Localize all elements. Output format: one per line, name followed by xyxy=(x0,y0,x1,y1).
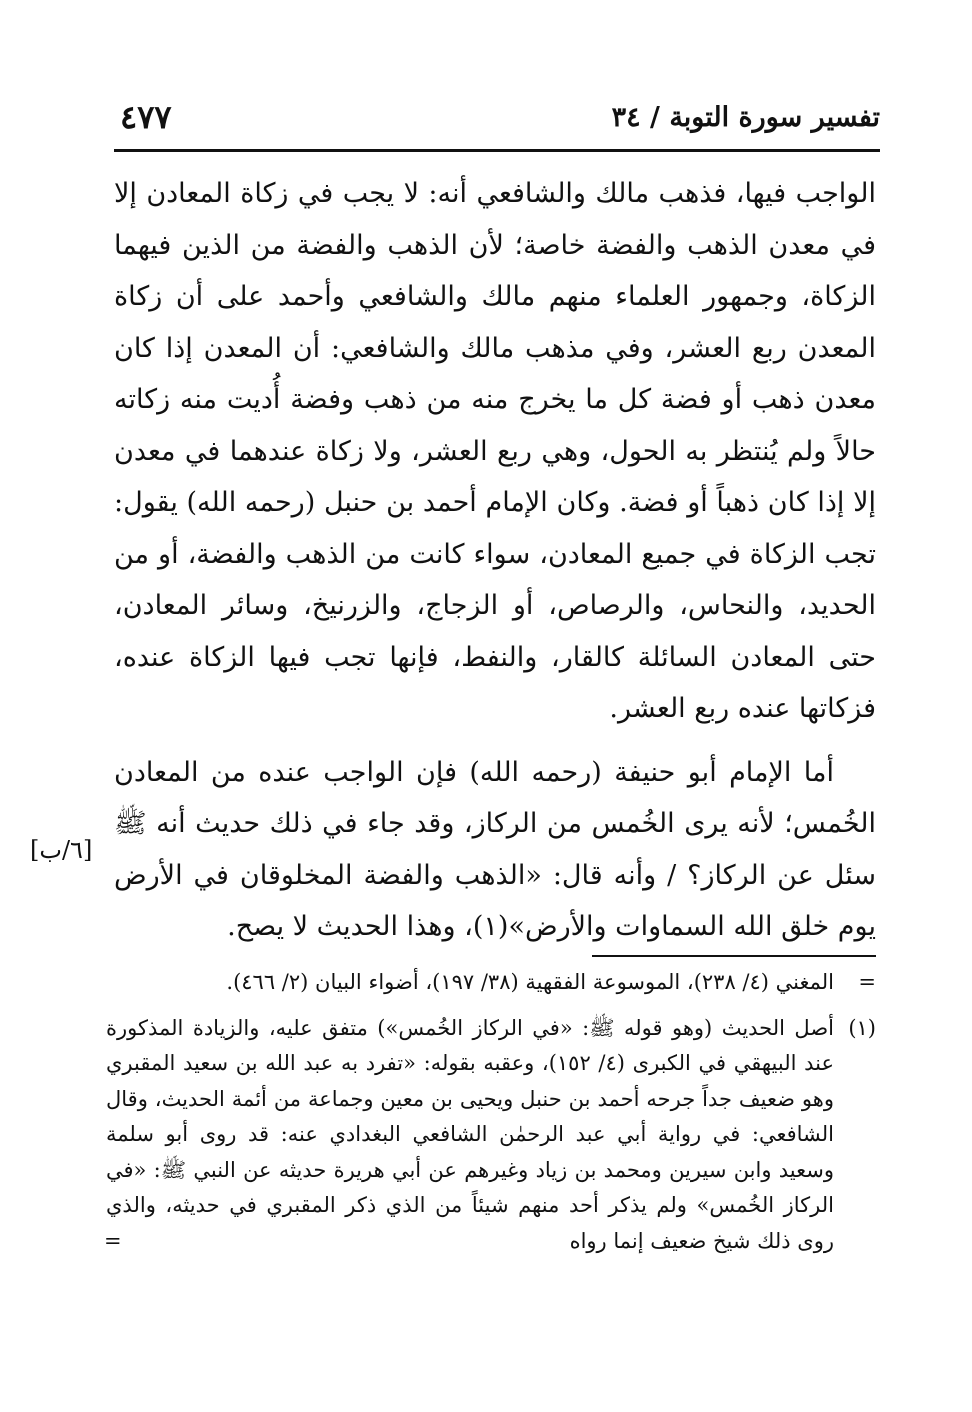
running-title: تفسير سورة التوبة / ٣٤ xyxy=(611,102,880,133)
footnote-1-text: أصل الحديث (وهو قوله ﷺ: «في الركاز الخُمس») متفق عليه، والزيادة المذكورة عند البيهقي في الكبرى (٤/ ١٥٢)، وعقبه بقوله: «تفرد به عبد الله بن سعيد المقبري وهو ضعيف جداً جرحه أحمد بن حنبل ويحيى بن معين وجماعة من أئمة الحديث، وقال الشافعي: في رواية أبي عبد الرحمٰن الشافعي البغدادي عنه: قد روى أبو سلمة وسعيد وابن سيرين ومحمد بن زياد وغيرهم عن أبي هريرة حديثه عن النبي ﷺ: «في الركاز الخُمس» ولم يذكر أحد منهم شيئاً من الذي ذكر المقبري في حديثه، والذي روى ذلك شيخ ضعيف إنما رواه xyxy=(106,1015,834,1253)
footnote-1 xyxy=(106,1011,876,1260)
page-header xyxy=(120,96,880,148)
manuscript-folio-marker: [٦/ب] xyxy=(30,836,93,864)
continuation-marker: = xyxy=(858,970,876,994)
footnote-separator xyxy=(592,955,876,957)
footnote-continues-marker: = xyxy=(104,1228,122,1253)
paragraph-1: الواجب فيها، فذهب مالك والشافعي أنه: لا يجب في زكاة المعادن إلا في معدن الذهب والفضة خاصة؛ لأن الذهب والفضة من الذين فيهما الزكاة، وجمهور العلماء منهم مالك والشافعي وأحمد على أن زكاة المعدن ربع العشر، وفي مذهب مالك والشافعي: أن المعدن إذا كان معدن ذهب أو فضة كل ما يخرج منه من ذهب وفضة أُديت منه زكاته حالاً ولم يُنتظر به الحول، وهي ربع العشر، ولا زكاة عندهما في معدن إلا إذا كان ذهباً أو فضة. وكان الإمام أحمد بن حنبل (رحمه الله) يقول: تجب الزكاة في جميع المعادن، سواء كانت من الذهب والفضة، أو من الحديد، والنحاس، والرصاص، أو الزجاج، والزرنيخ، وسائر المعادن، حتى المعادن السائلة كالقار، والنفط، فإنها تجب فيها الزكاة عنده، فزكاتها عنده ربع العشر. xyxy=(114,178,876,724)
footnote-continued-text: المغني (٤/ ٢٣٨)، الموسوعة الفقهية (٣٨/ ١٩٧)، أضواء البيان (٢/ ٤٦٦). xyxy=(226,970,834,994)
page-number: ٤٧٧ xyxy=(120,98,172,136)
footnotes xyxy=(106,965,876,1259)
footnote-1-marker: (١) xyxy=(848,1015,876,1040)
header-rule xyxy=(114,149,880,152)
footnote-continued xyxy=(106,965,876,1001)
main-text xyxy=(114,168,876,953)
paragraph-2: أما الإمام أبو حنيفة (رحمه الله) فإن الواجب عنده من المعادن الخُمس؛ لأنه يرى الخُمس من الركاز، وقد جاء في ذلك حديث أنه ﷺ سئل عن الركاز؟ / وأنه قال: «الذهب والفضة المخلوقان في الأرض يوم خلق الله السماوات والأرض»(١)، وهذا الحديث لا يصح. xyxy=(114,756,876,942)
